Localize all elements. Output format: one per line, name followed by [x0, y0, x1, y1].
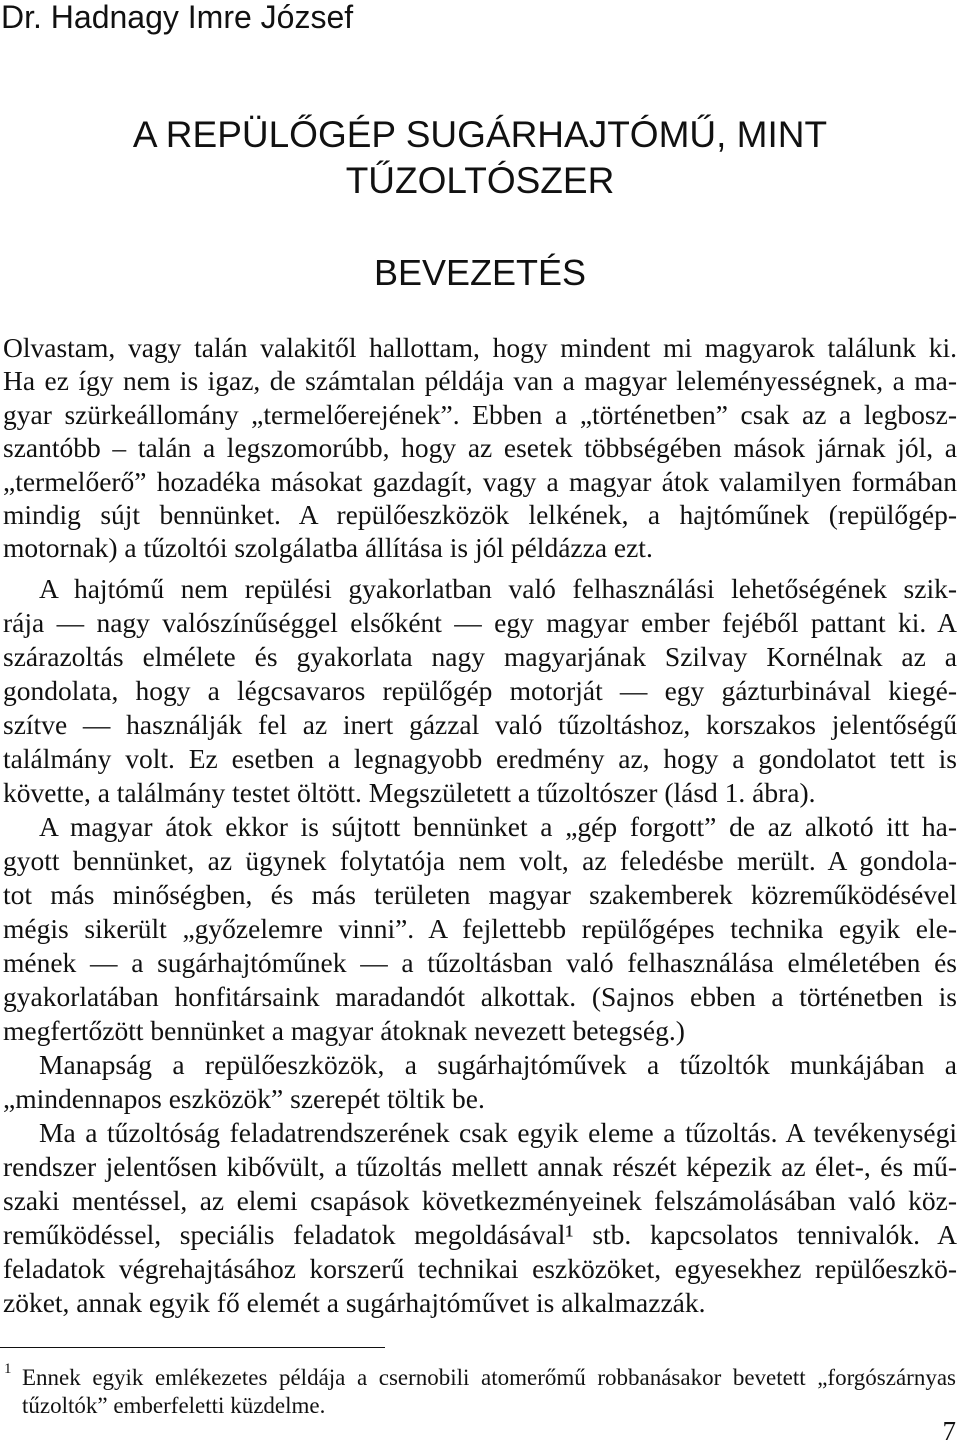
body-line: szítve — használják fel az inert gázzal való tűzoltáshoz, korszakos jelentőségű: [3, 708, 957, 740]
body-line: szaki mentéssel, az elemi csapások következményeinek felszámolásában való köz-: [3, 1184, 957, 1216]
body-line: A magyar átok ekkor is sújtott bennünket a „gép forgott” de az alkotó itt ha-: [39, 810, 957, 842]
body-line: Olvastam, vagy talán valakitől hallottam, hogy mindent mi magyarok találunk ki.: [3, 332, 957, 363]
body-line: megfertőzött bennünket a magyar átoknak nevezett betegség.): [3, 1014, 685, 1046]
body-line: gyar szürkeállomány „termelőerejének”. Ebben a „történetben” csak az a legbosz-: [3, 398, 957, 430]
footnote-line: tűzoltók” emberfeletti küzdelme.: [22, 1393, 326, 1418]
footnote-text: [22, 1364, 956, 1420]
section-heading: BEVEZETÉS: [373, 252, 587, 293]
body-line: mégis sikerült „győzelemre vinni”. A fejlettebb repülőgépes technika egyik ele-: [3, 912, 957, 944]
chapter-title-line: A REPÜLŐGÉP SUGÁRHAJTÓMŰ, MINT: [132, 114, 828, 155]
running-header-author: Dr. Hadnagy Imre József: [1, 0, 354, 35]
body-line: „mindennapos eszközök” szerepét töltik be.: [3, 1082, 485, 1114]
paragraph: [3, 810, 957, 1048]
body-line: rája — nagy valószínűséggel elsőként — egy magyar ember fejéből pattant ki. A: [3, 606, 957, 638]
body-line: gyott bennünket, az ügynek folytatója nem volt, az feledésbe merült. A gondola-: [3, 844, 957, 876]
body-text: [3, 331, 957, 1320]
body-line: feladatok végrehajtásához korszerű technikai eszközöket, egyesekhez repülőeszkö-: [3, 1252, 957, 1284]
body-line: szantóbb – talán a legszomorúbb, hogy az esetek többségében mások járnak jól, a: [3, 432, 957, 464]
body-line: tot más minőségben, és más területen magyar szakemberek közreműködésével: [3, 878, 957, 910]
body-line: zöket, annak egyik fő elemét a sugárhajtóművet is alkalmazzák.: [3, 1286, 706, 1318]
paragraph: [3, 572, 957, 810]
body-line: A hajtómű nem repülési gyakorlatban való felhasználási lehetőségének szik-: [39, 572, 957, 604]
body-line: rendszer jelentősen kibővült, a tűzoltás mellett annak részét képezik az élet-, és mű-: [3, 1150, 957, 1182]
chapter-title-line: TŰZOLTÓSZER: [345, 160, 615, 201]
body-line: „termelőerő” hozadéka másokat gazdagít, vagy a magyar átok valamilyen formában: [3, 465, 957, 497]
body-line: Manapság a repülőeszközök, a sugárhajtóművek a tűzoltók munkájában a: [39, 1048, 957, 1080]
body-line: reműködéssel, speciális feladatok megoldásával¹ stb. kapcsolatos tennivalók. A: [3, 1218, 957, 1250]
body-line: gyakorlatában honfitársaink maradandót alkottak. (Sajnos ebben a történetben is: [3, 980, 957, 1012]
body-line: Ma a tűzoltóság feladatrendszerének csak egyik eleme a tűzoltás. A tevékenységi: [39, 1116, 957, 1148]
body-line: követte, a találmány testet öltött. Megszületett a tűzoltószer (lásd 1. ábra).: [3, 776, 816, 808]
body-line: motornak) a tűzoltói szolgálatba állítása is jól példázza ezt.: [3, 532, 653, 564]
paragraph: [3, 1116, 957, 1320]
chapter-title: [0, 112, 960, 204]
footnote-marker: 1: [4, 1361, 12, 1377]
body-line: gondolata, hogy a légcsavaros repülőgép motorját — egy gázturbinával kiegé-: [3, 674, 957, 706]
footnote-line: Ennek egyik emlékezetes példája a csernobili atomerőmű robbanásakor bevetett „forgószárnyas: [22, 1365, 956, 1390]
page-number: 7: [942, 1416, 956, 1446]
body-line: mének — a sugárhajtóműnek — a tűzoltásban való felhasználása elméletében és: [3, 946, 957, 978]
body-line: mindig sújt bennünket. A repülőeszközök lelkének, a hajtóműnek (repülőgép-: [3, 498, 957, 530]
footnote-separator: [0, 1347, 385, 1348]
body-line: szárazoltás elmélete és gyakorlata nagy magyarjának Szilvay Kornélnak az a: [3, 640, 957, 672]
body-line: találmány volt. Ez esetben a legnagyobb eredmény az, hogy a gondolatot tett is: [3, 742, 957, 774]
body-line: Ha ez így nem is igaz, de számtalan példája van a magyar leleményességnek, a ma-: [3, 365, 957, 397]
paragraph: [3, 1048, 957, 1116]
paragraph: [3, 331, 957, 565]
